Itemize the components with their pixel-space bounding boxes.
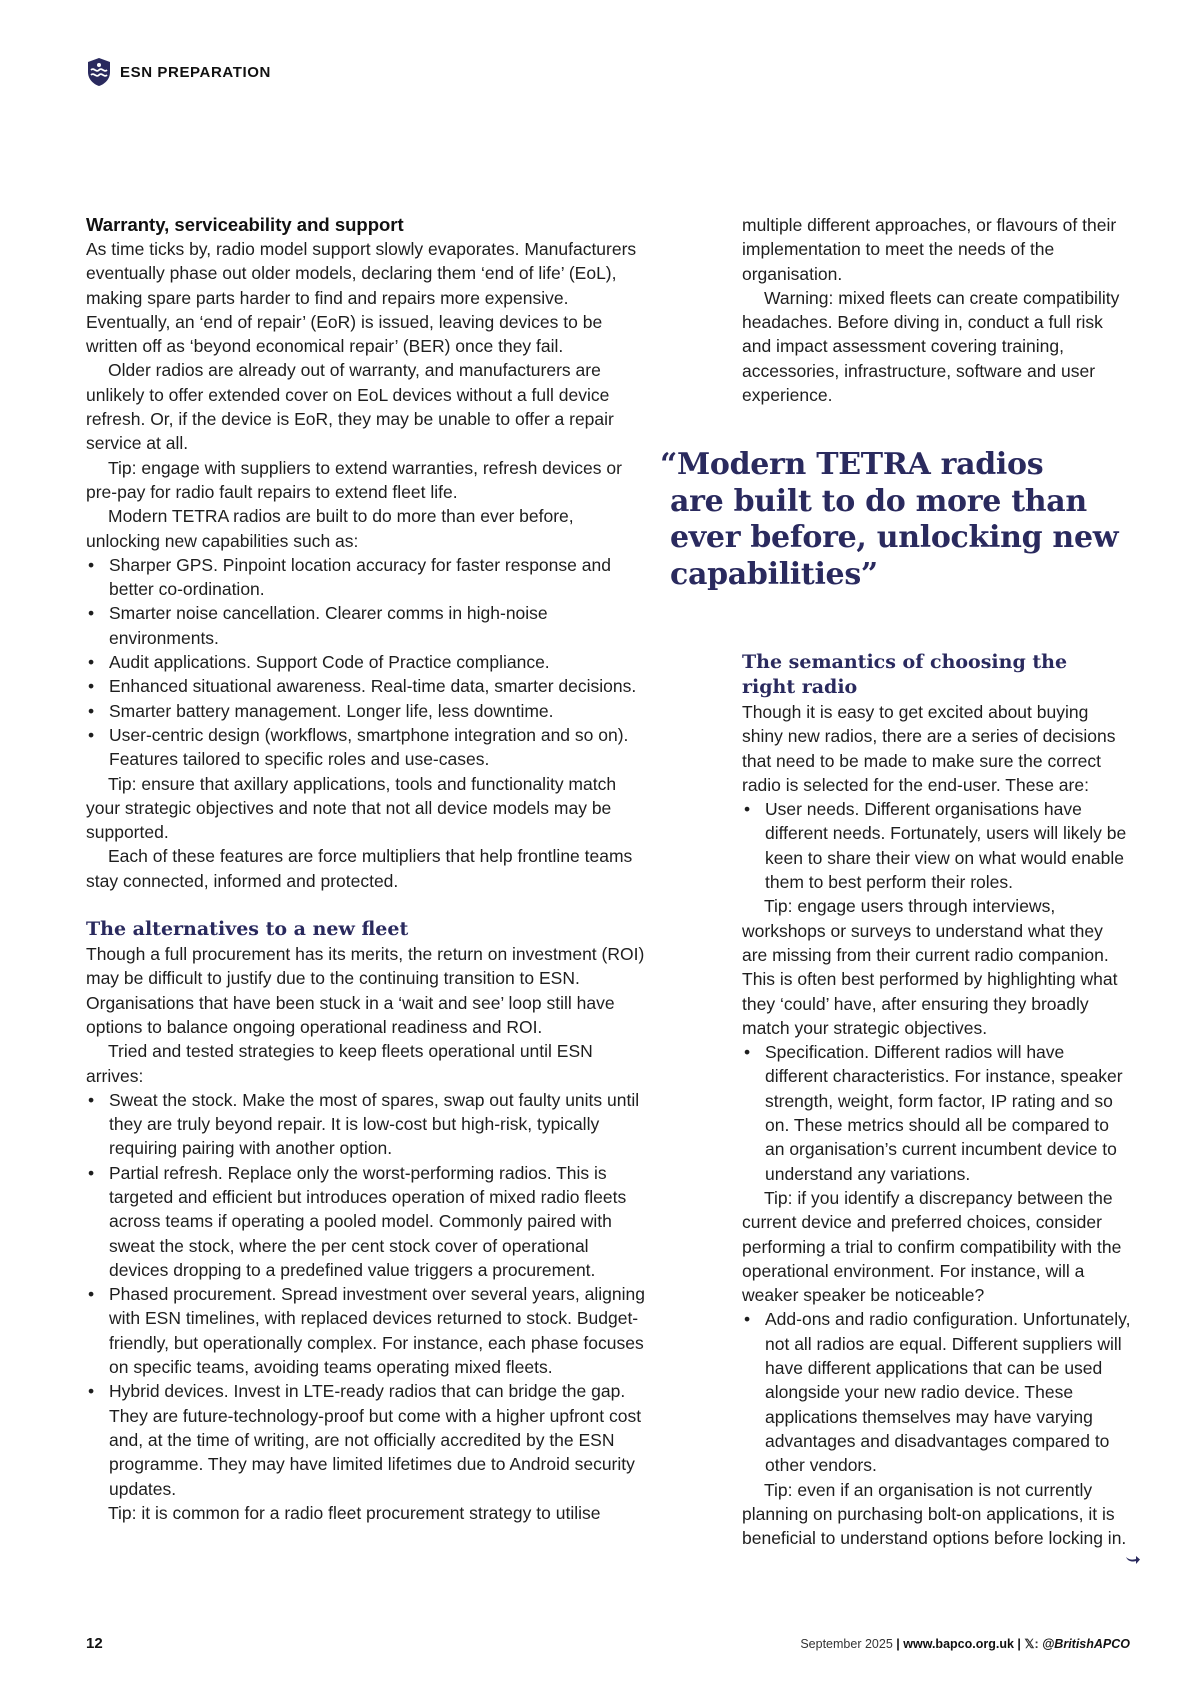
paragraph: Tried and tested strategies to keep fleets operational until ESN arrives: [86,1041,593,1086]
heading-line: The semantics of choosing the [742,651,1068,673]
list-item: • Sharper GPS. Pinpoint location accuracy for faster response and better co-ordination. [86,553,646,602]
footer-info [800,1636,1130,1651]
tip-paragraph: Tip: even if an organisation is not currently planning on purchasing bolt-on applications, it is beneficial to understand options before locking in. [742,1479,1127,1549]
paragraph: multiple different approaches, or flavours of their implementation to meet the needs of the organisation. [742,215,1117,284]
pull-quote [660,447,1120,593]
tip-paragraph: Tip: it is common for a radio fleet procurement strategy to utilise [108,1502,601,1523]
page-number: 12 [86,1635,103,1652]
list-item: • Smarter noise cancellation. Clearer comms in high-noise environments. [86,601,646,650]
heading-semantics [742,650,1132,700]
page-header [86,56,271,88]
list-item: • Audit applications. Support Code of Practice compliance. [86,650,646,674]
website-link[interactable]: www.bapco.org.uk [903,1637,1014,1651]
decision-list [742,797,1132,894]
continue-arrow-icon [1125,1554,1141,1566]
list-item: • Partial refresh. Replace only the worst-performing radios. This is targeted and efficient but introduces operation of mixed radio fleets across teams if operating a pooled model. Commonly paired with sweat the stock, where the per cent stock cover of operational devices dropping to a predefined value triggers a procurement. [86,1161,646,1282]
list-item: • Specification. Different radios will have different characteristics. For instance, speaker strength, weight, form factor, IP rating and so on. These metrics should all be compared to an organisation’s current incumbent device to understand any variations. [742,1040,1132,1186]
decision-list [742,1307,1132,1477]
tip-paragraph: Tip: if you identify a discrepancy between the current device and preferred choices, consider performing a trial to confirm compatibility with the operational environment. For instance, will a weaker speaker be noticeable? [742,1187,1122,1306]
list-item: • Sweat the stock. Make the most of spares, swap out faulty units until they are truly beyond repair. It is low-cost but high-risk, typically requiring pairing with another option. [86,1088,646,1161]
list-item: • User-centric design (workflows, smartphone integration and so on). Features tailored to specific roles and use-cases. [86,723,646,772]
capabilities-list [86,553,646,772]
section-title: ESN PREPARATION [120,63,271,81]
right-column-top [742,213,1132,407]
list-item: • Smarter battery management. Longer life, less downtime. [86,699,646,723]
heading-warranty: Warranty, serviceability and support [86,214,404,235]
list-item: • Phased procurement. Spread investment over several years, aligning with ESN timelines, with replaced devices returned to stock. Budget-friendly, but operationally complex. For instance, each phase focuses on specific teams, avoiding teams operating mixed fleets. [86,1282,646,1379]
paragraph: Modern TETRA radios are built to do more than ever before, unlocking new capabilities such as: [86,506,574,551]
decision-list [742,1040,1132,1186]
left-column [86,213,646,1525]
heading-alternatives: The alternatives to a new fleet [86,918,409,941]
issue-date: September 2025 [800,1637,893,1651]
paragraph: As time ticks by, radio model support slowly evaporates. Manufacturers eventually phase out older models, declaring them ‘end of life’ (EoL), making spare parts harder to find and repairs more expensive. Eventually, an ‘end of repair’ (EoR) is issued, leaving devices to be written off as ‘beyond economical repair’ (BER) once they fail. [86,239,637,357]
tip-paragraph: Tip: engage with suppliers to extend warranties, refresh devices or pre-pay for radio fault repairs to extend fleet life. [86,457,622,502]
paragraph: Though a full procurement has its merits, the return on investment (ROI) may be difficult to justify due to the continuing transition to ESN. Organisations that have been stuck in a ‘wait and see’ loop still have options to balance ongoing operational readiness and ROI. [86,944,645,1037]
list-item: • Enhanced situational awareness. Real-time data, smarter decisions. [86,674,646,698]
list-item: • Hybrid devices. Invest in LTE-ready radios that can bridge the gap. They are future-technology-proof but come with a higher upfront cost and, at the time of writing, are not officially accredited by the ESN programme. They may have limited lifetimes due to Android security updates. [86,1379,646,1500]
separator: | [896,1637,900,1651]
right-column [742,650,1132,1550]
paragraph: Though it is easy to get excited about buying shiny new radios, there are a series of decisions that need to be made to make sure the correct radio is selected for the end-user. These are: [742,702,1116,795]
pull-quote-line: ever before, unlocking new [670,520,1119,555]
pull-quote-line: capabilities” [670,556,878,592]
pull-quote-line: “Modern TETRA radios [660,447,1044,482]
list-item: • User needs. Different organisations have different needs. Fortunately, users will likely be keen to share their view on what would enable them to best perform their roles. [742,797,1132,894]
list-item: • Add-ons and radio configuration. Unfortunately, not all radios are equal. Different suppliers will have different applications that can be used alongside your new radio device. These applications themselves may have varying advantages and disadvantages compared to other vendors. [742,1307,1132,1477]
pull-quote-line: are built to do more than [670,483,1087,519]
strategies-list [86,1088,646,1501]
paragraph: Each of these features are force multipliers that help frontline teams stay connected, informed and protected. [86,846,633,891]
paragraph: Older radios are already out of warranty, and manufacturers are unlikely to offer extended cover on EoL devices without a full device refresh. Or, if the device is EoR, they may be unable to offer a repair service at all. [86,360,614,454]
x-icon: 𝕏: [1024,1637,1039,1651]
tip-paragraph: Tip: engage users through interviews, workshops or surveys to understand what they are missing from their current radio companion. This is often best performed by highlighting what they ‘could’ have, after ensuring they broadly match your strategic objectives. [742,896,1118,1038]
tip-paragraph: Tip: ensure that axillary applications, tools and functionality match your strategic objectives and note that not all device models may be supported. [86,773,617,843]
shield-logo-icon [86,57,112,87]
warning-paragraph: Warning: mixed fleets can create compatibility headaches. Before diving in, conduct a full risk and impact assessment covering training, accessories, infrastructure, software and user experience. [742,287,1120,406]
separator: | [1017,1637,1021,1651]
heading-line: right radio [742,676,858,698]
social-handle[interactable]: @BritishAPCO [1042,1637,1130,1651]
